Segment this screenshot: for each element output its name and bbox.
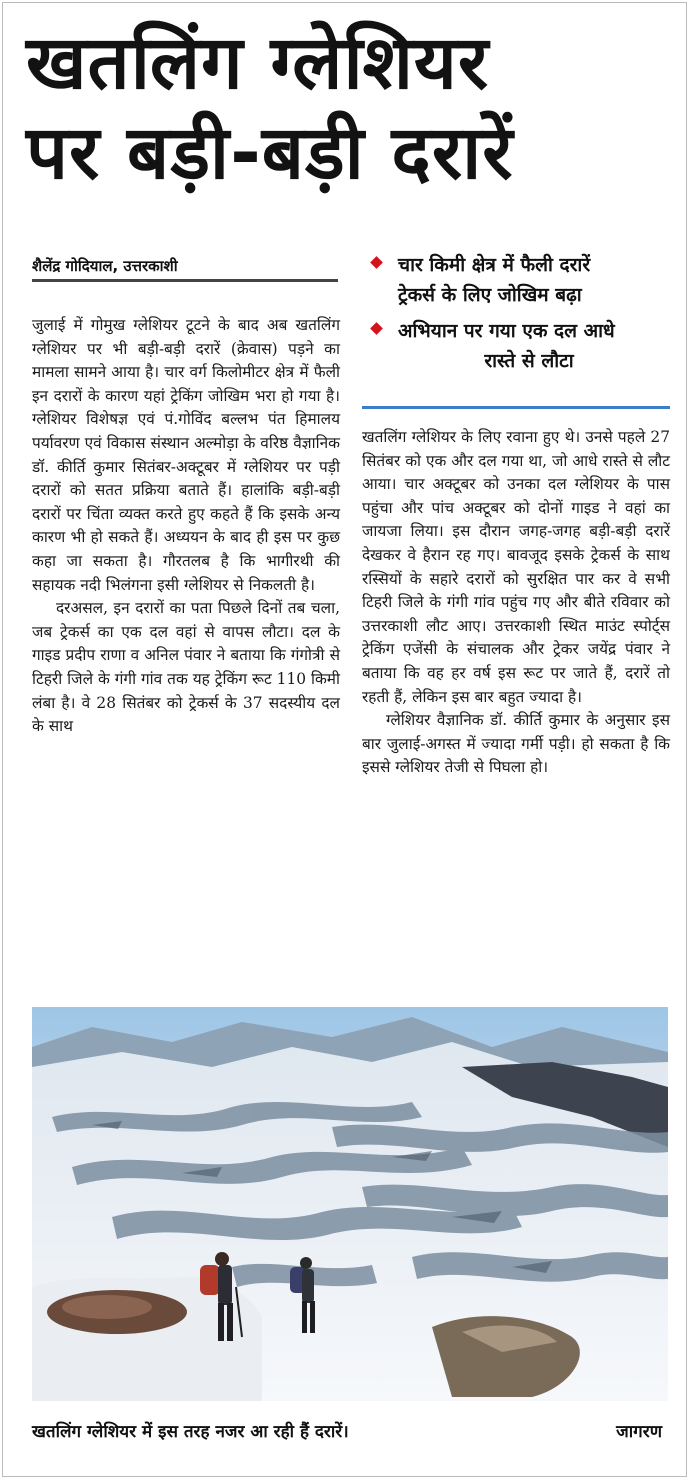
section-divider (362, 406, 670, 409)
photo-caption: खतलिंग ग्लेशियर में इस तरह नजर आ रही हैं दरारें। (32, 1422, 349, 1442)
glacier-photo (32, 1007, 668, 1401)
highlights (370, 250, 670, 382)
highlight-item (370, 250, 670, 310)
diamond-bullet-icon (370, 322, 383, 335)
glacier-photo-illustration (32, 1007, 668, 1401)
byline: शैलेंद्र गोदियाल, उत्तरकाशी (32, 256, 338, 282)
diamond-bullet-icon (370, 256, 383, 269)
headline-line-2: पर बड़ी-बड़ी दरारें (26, 110, 514, 196)
highlight-text: चार किमी क्षेत्र में फैली दरारें (398, 254, 591, 276)
paragraph: ग्लेशियर वैज्ञानिक डॉ. कीर्ति कुमार के अनुसार इस बार जुलाई-अगस्त में ज्यादा गर्मी पड़ी। हो सकता है कि इससे ग्लेशियर तेजी से पिघला हो। (362, 711, 670, 777)
highlight-text: अभियान पर गया एक दल आधे (398, 320, 615, 342)
headline-line-1: खतलिंग ग्लेशियर (26, 20, 490, 106)
paragraph: जुलाई में गोमुख ग्लेशियर टूटने के बाद अब खतलिंग ग्लेशियर पर भी बड़ी-बड़ी दरारें (क्रेवास) पड़ने का मामला सामने आया है। चार वर्ग किलोमीटर क्षेत्र में फैली इन दरारों के कारण यहां ट्रेकिंग जोखिम भरा हो गया है। ग्लेशियर विशेषज्ञ एवं पं.गोविंद बल्लभ पंत हिमालय पर्यावरण एवं विकास संस्थान अल्मोड़ा के वरिष्ठ वैज्ञानिक डॉ. कीर्ति कुमार सितंबर-अक्टूबर में ग्लेशियर पर पड़ी दरारों को सतत प्रक्रिया बताते हैं। हालांकि बड़ी-बड़ी दरारों पर चिंता व्यक्त करते हुए कहते हैं कि इसके अन्य कारण भी हो सकते हैं। अध्ययन के बाद ही इस पर कुछ कहा जा सकता है। गौरतलब है कि भागीरथी की सहायक नदी भिलंगना इसी ग्लेशियर से निकलती है। (32, 316, 340, 594)
highlight-item (370, 316, 670, 376)
paragraph: खतलिंग ग्लेशियर के लिए रवाना हुए थे। उनसे पहले 27 सितंबर को एक और दल गया था, जो आधे रास्ते से लौट आया। चार अक्टूबर को उनका दल ग्लेशियर के पास पहुंचा और पांच अक्टूबर को दोनों गाइड ने वहां का जायजा लिया। इस दौरान जगह-जगह बड़ी-बड़ी दरारें देखकर वे हैरान रह गए। बावजूद इसके ट्रेकर्स के साथ रस्सियों के सहारे दरारों को सुरक्षित पार कर वे सभी टिहरी जिले के गंगी गांव पहुंच गए और बीते रविवार को उत्तरकाशी लौट आए। उत्तरकाशी स्थित माउंट स्पोर्ट्स ट्रेकिंग एजेंसी के संचालक और ट्रेकर जयेंद्र पंवार ने बताया कि वह हर वर्ष इस रूट पर जाते हैं, दरारें तो रहती हैं, लेकिन इस बार बहुत ज्यादा है। (362, 428, 670, 706)
photo-credit: जागरण (616, 1422, 662, 1442)
highlight-text: ट्रेकर्स के लिए जोखिम बढ़ा (398, 284, 582, 306)
paragraph: दरअसल, इन दरारों का पता पिछले दिनों तब चला, जब ट्रेकर्स का एक दल वहां से वापस लौटा। दल के गाइड प्रदीप राणा व अनिल पंवार ने बताया कि गंगोत्री से टिहरी जिले के गंगी गांव तक यह ट्रेकिंग रूट 110 किमी लंबा है। वे 28 सितंबर को ट्रेकर्स के 37 सदस्यीय दल के साथ (32, 599, 340, 736)
article-column-left (32, 314, 340, 739)
highlight-text: रास्ते से लौटा (484, 350, 574, 372)
article-column-right (362, 426, 670, 780)
photo-caption-bar (32, 1415, 668, 1445)
